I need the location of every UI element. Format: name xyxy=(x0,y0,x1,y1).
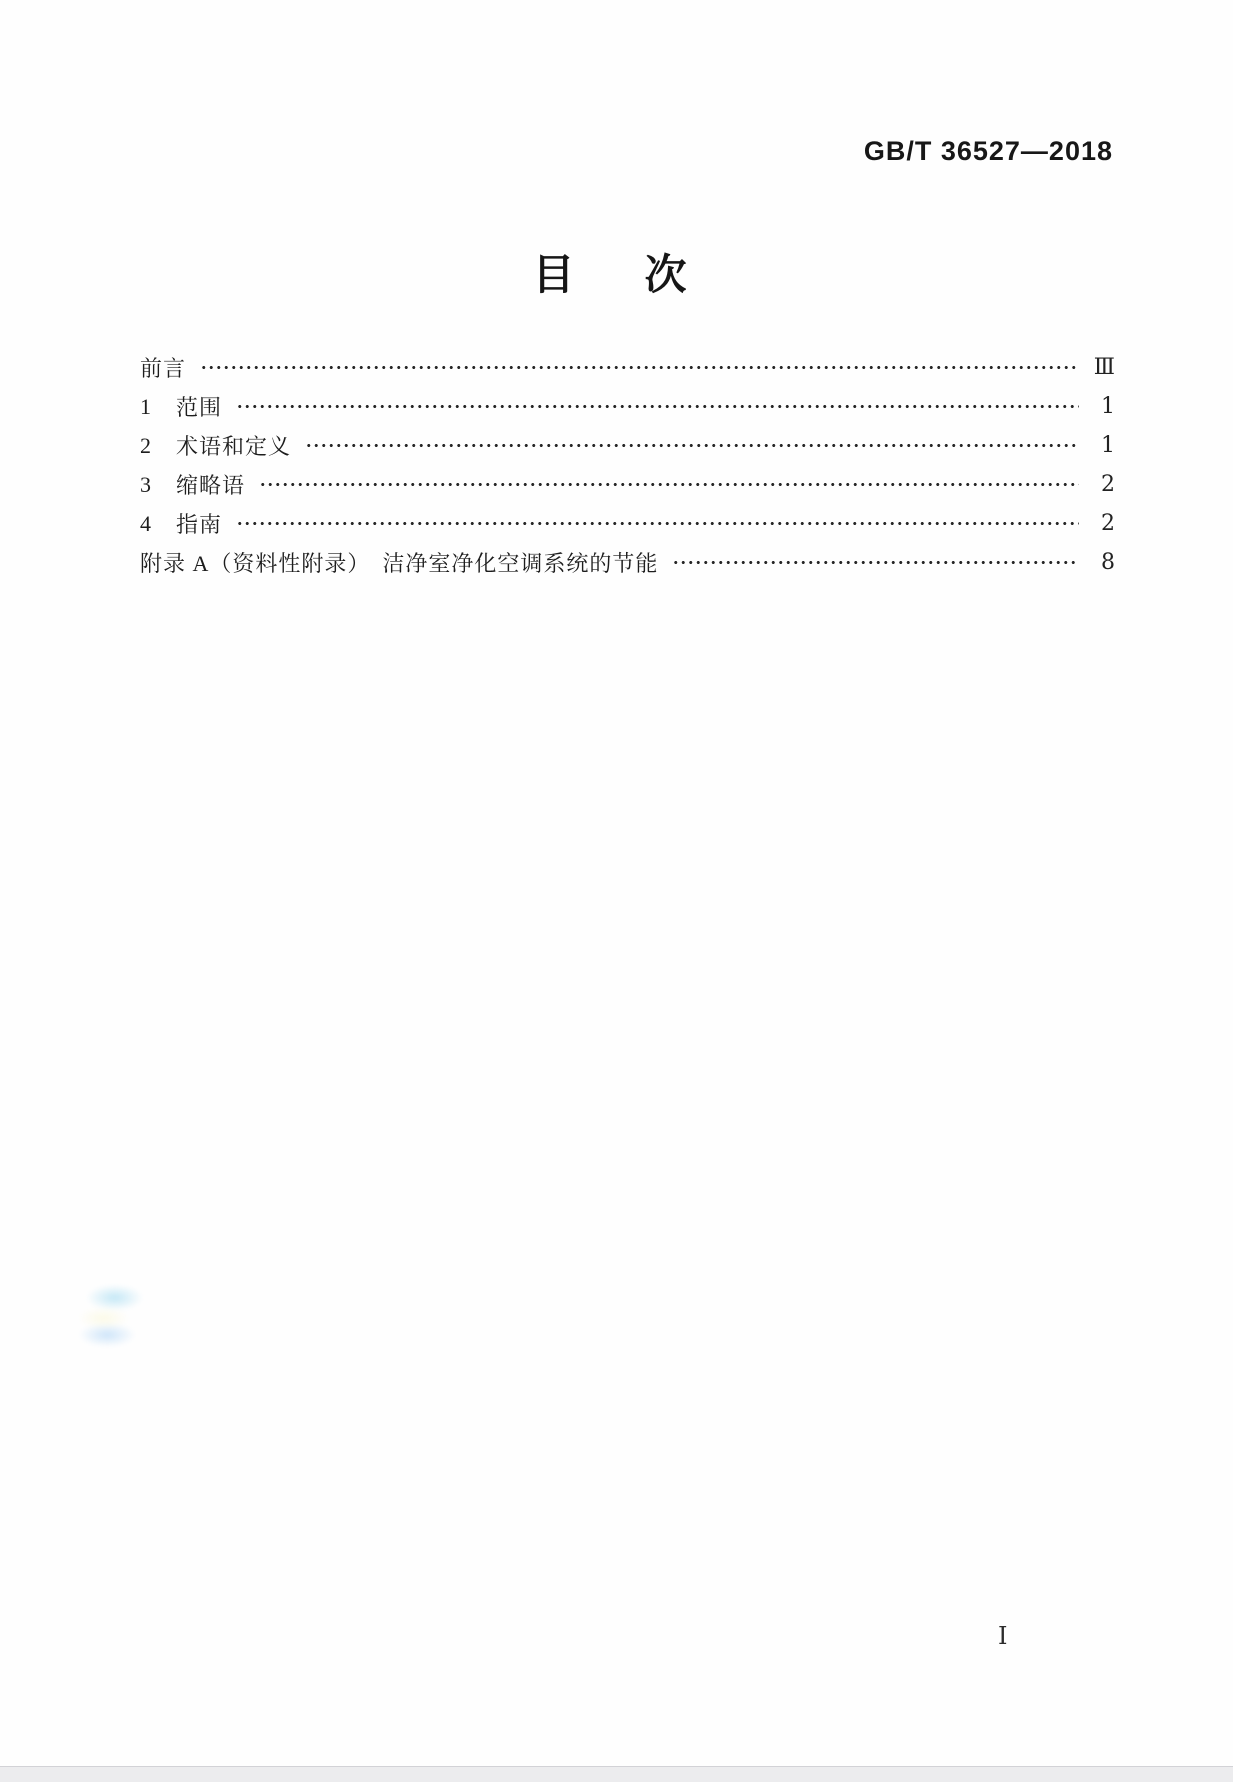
toc-entry xyxy=(140,348,1115,387)
toc-entry-number: 2 xyxy=(140,432,151,458)
toc-entry-label: 术语和定义 xyxy=(176,434,292,459)
toc-entry-label: 指南 xyxy=(176,512,223,537)
toc-entry-number: 1 xyxy=(140,393,151,419)
dot-leader xyxy=(236,504,1079,543)
dot-leader xyxy=(305,426,1079,465)
table-of-contents xyxy=(140,348,1115,582)
dot-leader xyxy=(236,387,1079,426)
toc-entry-label: 前言 xyxy=(140,356,187,381)
toc-entry-number: 4 xyxy=(140,510,151,536)
scan-smudge-artifact xyxy=(74,1284,148,1346)
toc-entry xyxy=(140,504,1115,543)
toc-entry-label: 缩略语 xyxy=(176,473,246,498)
folio-page-number: I xyxy=(998,1622,1008,1650)
toc-entry-page: 2 xyxy=(1101,472,1115,497)
dot-leader xyxy=(200,348,1079,387)
scan-bottom-edge xyxy=(0,1766,1233,1782)
toc-entry-page: Ⅲ xyxy=(1093,355,1115,380)
toc-entry-page: 1 xyxy=(1101,394,1115,419)
toc-entry-page: 8 xyxy=(1101,550,1115,575)
toc-entry xyxy=(140,465,1115,504)
page-title: 目 次 xyxy=(532,253,701,299)
toc-entry-number: 3 xyxy=(140,471,151,497)
dot-leader xyxy=(259,465,1079,504)
dot-leader xyxy=(672,543,1079,582)
toc-entry xyxy=(140,387,1115,426)
toc-entry xyxy=(140,426,1115,465)
toc-entry xyxy=(140,543,1115,582)
standard-code: GB/T 36527—2018 xyxy=(863,136,1113,166)
toc-entry-label: 附录 A（资料性附录） 洁净室净化空调系统的节能 xyxy=(140,551,659,576)
toc-entry-page: 1 xyxy=(1101,433,1115,458)
toc-entry-page: 2 xyxy=(1101,511,1115,536)
toc-entry-label: 范围 xyxy=(176,395,223,420)
